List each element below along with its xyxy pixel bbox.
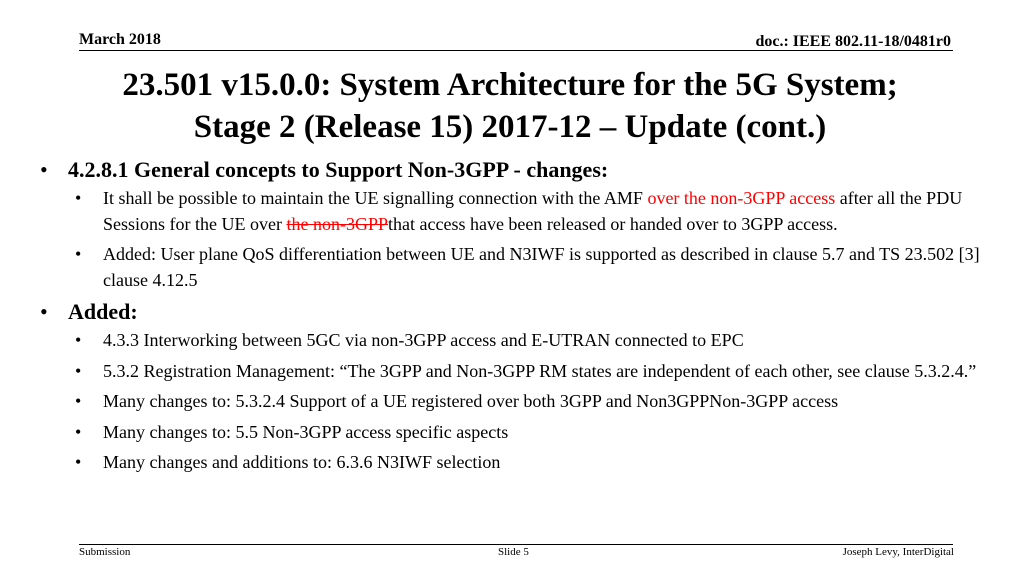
- item-text: Added: User plane QoS differentiation between UE and N3IWF is supported as described in clause 5.7 and TS 23.502 [3] clause 4.12.5: [103, 244, 980, 290]
- bullet: •: [40, 299, 48, 324]
- section-1-item-2: [38, 242, 988, 293]
- footer-slide-number: Slide 5: [498, 546, 529, 558]
- footer-author: Joseph Levy, InterDigital: [842, 546, 954, 558]
- section-2-item-1: [38, 328, 988, 354]
- section-1-item-1: [38, 186, 988, 237]
- section-2-item-5: [38, 450, 988, 476]
- inserted-text: over the non-3GPP access: [647, 188, 836, 208]
- sub-bullet: •: [75, 360, 82, 381]
- item-text: after all the PDU Sessions for the UE over: [103, 188, 963, 234]
- section-2-heading: [38, 298, 988, 326]
- bullet: •: [40, 157, 48, 182]
- sub-bullet: •: [75, 421, 82, 442]
- item-text: Many changes to: 5.3.2.4 Support of a UE registered over both 3GPP and Non3GPPNon-3GPP access: [103, 391, 839, 411]
- header-doc-id: doc.: IEEE 802.11-18/0481r0: [755, 33, 951, 50]
- slide-title: [60, 64, 960, 148]
- section-2-item-4: [38, 420, 988, 446]
- sub-bullet: •: [75, 391, 82, 411]
- footer-divider: [79, 544, 953, 545]
- sub-bullet: •: [75, 244, 82, 264]
- title-line-2: Stage 2 (Release 15) 2017-12 – Update (cont.): [193, 109, 827, 145]
- item-text: It shall be possible to maintain the UE signalling connection with the AMF: [103, 188, 648, 208]
- header-date: March 2018: [79, 31, 161, 48]
- section-1-heading: [38, 156, 988, 184]
- title-line-1: 23.501 v15.0.0: System Architecture for the 5G System;: [122, 67, 898, 103]
- item-text: that access have been released or handed over to 3GPP access.: [388, 213, 838, 234]
- item-text: Many changes to: 5.5 Non-3GPP access specific aspects: [103, 421, 509, 442]
- section-2-item-2: [38, 359, 988, 385]
- sub-bullet: •: [75, 452, 82, 472]
- sub-bullet: •: [75, 330, 82, 350]
- sub-bullet: •: [75, 188, 82, 208]
- item-text: 4.3.3 Interworking between 5GC via non-3GPP access and E-UTRAN connected to EPC: [103, 330, 744, 350]
- header-divider: [79, 50, 953, 51]
- deleted-text: the non-3GPP: [286, 213, 388, 234]
- item-text: 5.3.2 Registration Management: “The 3GPP and Non-3GPP RM states are independent of each other, see clause 5.3.2.4.”: [103, 360, 977, 381]
- section-1-heading-text: 4.2.8.1 General concepts to Support Non-3GPP - changes:: [68, 157, 609, 182]
- section-2-item-3: [38, 389, 988, 415]
- footer-submission: Submission: [79, 546, 131, 558]
- section-2-heading-text: Added:: [68, 299, 138, 324]
- item-text: Many changes and additions to: 6.3.6 N3IWF selection: [103, 452, 501, 472]
- slide-body: [38, 156, 988, 481]
